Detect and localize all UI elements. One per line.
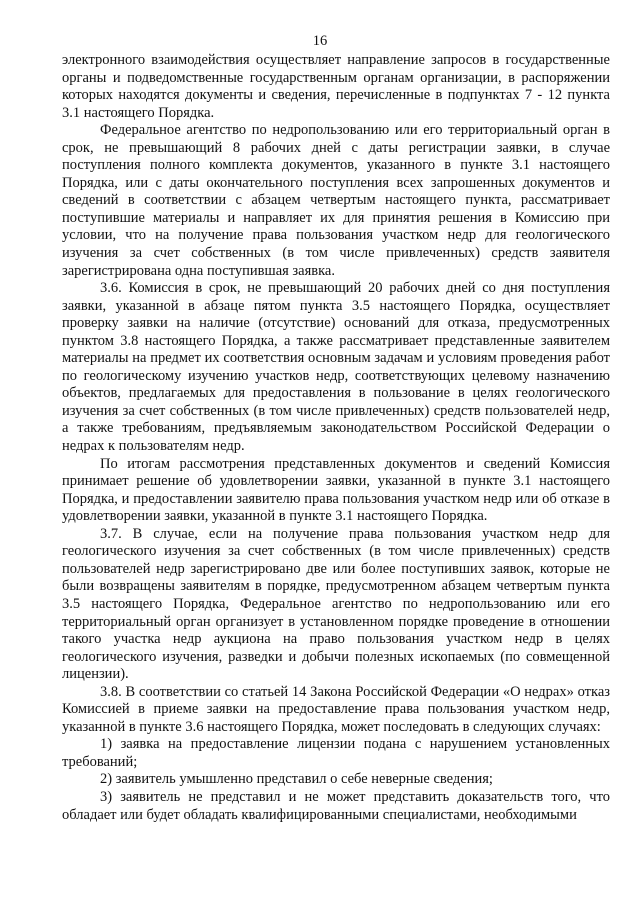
paragraph-agency-review: Федеральное агентство по недропользованию или его территориальный орган в срок, не превышающий 8 рабочих дней с даты регистрации заявки, в случае поступления полного комплекта документов, указанного в пункте 3.1 настоящего Порядка, или с даты окончательного поступления всех запрошенных документов и сведений в соответствии с абзацем четвертым настоящего пункта, рассматривает поступившие материалы и направляет их для принятия решения в Комиссию при условии, что на получение права пользования участком недр для геологического изучения за счет собственных (в том числе привлеченных) средств заявителя зарегистрирована одна поступившая заявка.: [62, 122, 610, 279]
paragraph-3-6: 3.6. Комиссия в срок, не превышающий 20 рабочих дней со дня поступления заявки, указанной в абзаце пятом пункта 3.5 настоящего Порядка, осуществляет проверку заявки на наличие (отсутствие) оснований для отказа, предусмотренных пунктом 3.8 настоящего Порядка, а также рассматривает представленные заявителем материалы на предмет их соответствия основным задачам и условиям проведения работ по геологическому изучению участков недр, соответствующих целевому назначению объектов, предлагаемых для предоставления в пользование в целях геологического изучения за счет собственных (в том числе привлеченных) средств пользователей недр, а также требованиям, предъявляемым законодательством Российской Федерации о недрах к пользователям недр.: [62, 280, 610, 455]
list-item-3: 3) заявитель не представил и не может представить доказательств того, что обладает или будет обладать квалифицированными специалистами, необходимыми: [62, 788, 610, 823]
paragraph-3-8: 3.8. В соответствии со статьей 14 Закона Российской Федерации «О недрах» отказ Комиссией в приеме заявки на предоставление права пользования участком недр, указанной в пункте 3.6 настоящего Порядка, может последовать в следующих случаях:: [62, 683, 610, 735]
paragraph-3-7: 3.7. В случае, если на получение права пользования участком недр для геологического изучения за счет собственных (в том числе привлеченных) средств пользователей недр зарегистрировано две или более поступивших заявок, которые не были возвращены заявителям в порядке, предусмотренном абзацем четвертым пункта 3.5 настоящего Порядка, Федеральное агентство по недропользованию или его территориальный орган организует в установленном порядке проведение в отношении такого участка недр аукциона на право пользования участком недр в целях геологического изучения, разведки и добычи полезных ископаемых (по совмещенной лицензии).: [62, 525, 610, 683]
page-number: 16: [312, 33, 328, 49]
list-item-2: 2) заявитель умышленно представил о себе неверные сведения;: [100, 771, 493, 788]
paragraph-commission-decision: По итогам рассмотрения представленных документов и сведений Комиссия принимает решение об удовлетворении заявки, указанной в пункте 3.1 настоящего Порядка, и предоставлении заявителю права пользования участком недр или об отказе в удовлетворении заявки, указанной в пункте 3.1 настоящего Порядка.: [62, 455, 610, 525]
paragraph-continuation: электронного взаимодействия осуществляет направление запросов в государственные органы и подведомственные государственным органам организации, в распоряжении которых находятся документы и сведения, перечисленные в подпунктах 7 - 12 пункта 3.1 настоящего Порядка.: [62, 52, 610, 121]
document-body: [62, 52, 610, 824]
list-item-1: 1) заявка на предоставление лицензии подана с нарушением установленных требований;: [62, 736, 610, 770]
